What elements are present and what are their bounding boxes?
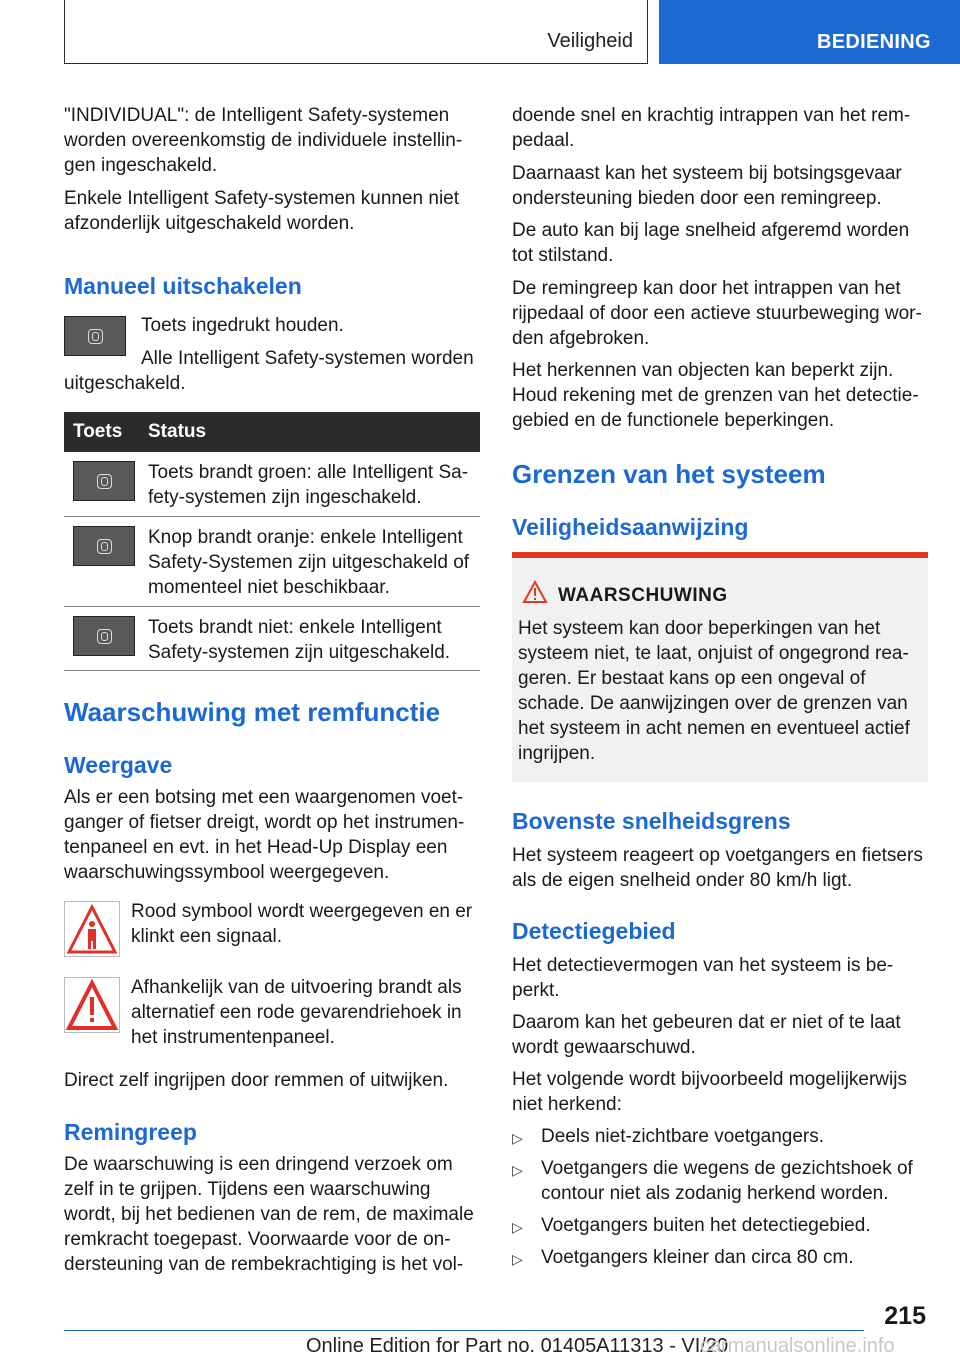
- paragraph: Het systeem reageert op voetgangers en fietsers als de eigen snelheid onder 80 km/h ligt.: [512, 845, 923, 891]
- paragraph: Daarom kan het gebeuren dat er niet of te laat wordt gewaarschuwd.: [512, 1012, 901, 1058]
- heading-bovenste: Bovenste snelheidsgrens: [512, 808, 791, 834]
- safety-button-icon: [73, 461, 135, 501]
- header-frame: [64, 0, 648, 64]
- footer-rule: [64, 1330, 864, 1331]
- paragraph: De waarschuwing is een dringend verzoek om zelf in te grijpen. Tijdens een waarschuwing wordt, bij het bedienen van de rem, de maximale remkracht toegepast. Voorwaarde voor de on-dersteuning van de rembekrachtiging is het vol-: [64, 1154, 474, 1275]
- paragraph: doende snel en krachtig intrappen van het rem-pedaal.: [512, 105, 911, 151]
- paragraph: Alle Intelligent Safety-systemen worden: [141, 348, 474, 369]
- edition-text: Online Edition for Part no. 01405A11313 - VI/20: [306, 1335, 729, 1357]
- paragraph: Enkele Intelligent Safety-systemen kunnen niet afzonderlijk uitgeschakeld worden.: [64, 188, 460, 234]
- safety-button-icon: [64, 316, 126, 356]
- paragraph: "INDIVIDUAL": de Intelligent Safety-systemen worden overeenkomstig de individuele instellin-gen ingeschakeld.: [64, 105, 463, 176]
- paragraph: Het detectievermogen van het systeem is be-perkt.: [512, 955, 894, 1001]
- row-divider: [64, 670, 480, 671]
- warning-title: WAARSCHUWING: [558, 585, 728, 606]
- paragraph: Daarnaast kan het systeem bij botsingsgevaar ondersteuning bieden door een remingreep.: [512, 163, 902, 209]
- warning-text: Het systeem kan door beperkingen van het systeem niet, te laat, onjuist of ongegrond rea-geren. Er bestaat kans op een ongeval of schade. De aanwijzingen over de grenzen van het systeem in acht nemen en eventueel actief ingrijpen.: [518, 618, 910, 764]
- paragraph: Direct zelf ingrijpen door remmen of uitwijken.: [64, 1070, 449, 1091]
- table-cell: Knop brandt oranje: enkele Intelligent Safety-Systemen zijn uitgeschakeld of momenteel niet beschikbaar.: [148, 527, 470, 598]
- watermark: carmanualsonline.info: [700, 1335, 895, 1357]
- paragraph: Afhankelijk van de uitvoering brandt als alternatief een rode gevarendriehoek in het instrumentenpaneel.: [131, 977, 462, 1048]
- paragraph: Het herkennen van objecten kan beperkt zijn. Houd rekening met de grenzen van het detectie-gebied en de functionele beperkingen.: [512, 360, 919, 431]
- bullet-triangle-icon: ▷: [512, 1251, 523, 1267]
- table-cell: Toets brandt niet: enkele Intelligent Safety-systemen zijn uitgeschakeld.: [148, 617, 451, 663]
- table-cell: Toets brandt groen: alle Intelligent Sa-fety-systemen zijn ingeschakeld.: [148, 462, 469, 508]
- paragraph: Als er een botsing met een waargenomen voet-ganger of fietser dreigt, wordt op het instrumen-tenpaneel en evt. in het Head-Up Display een waarschuwingssymbool weergegeven.: [64, 787, 465, 883]
- paragraph: uitgeschakeld.: [64, 373, 186, 394]
- bullet-triangle-icon: ▷: [512, 1219, 523, 1235]
- col-status: Status: [148, 421, 207, 442]
- heading-waarschuwing: Waarschuwing met remfunctie: [64, 697, 441, 727]
- col-toets: Toets: [73, 421, 123, 442]
- chapter-tab: BEDIENING: [659, 0, 960, 64]
- warning-box: [512, 552, 928, 782]
- hazard-triangle-icon: [64, 977, 120, 1033]
- heading-weergave: Weergave: [64, 752, 173, 778]
- safety-button-icon: [73, 616, 135, 656]
- table-header: [64, 412, 480, 452]
- paragraph: De remingreep kan door het intrappen van het rijpedaal of door een actieve stuurbeweging wor-den afgebroken.: [512, 278, 922, 349]
- page-number: 215: [884, 1302, 926, 1330]
- heading-detectie: Detectiegebied: [512, 918, 676, 944]
- paragraph: Het volgende wordt bijvoorbeeld mogelijkerwijs niet herkend:: [512, 1069, 907, 1115]
- row-divider: [64, 516, 480, 517]
- pedestrian-warning-icon: [64, 901, 120, 957]
- bullet-triangle-icon: ▷: [512, 1162, 523, 1178]
- bullet-triangle-icon: ▷: [512, 1130, 523, 1146]
- section-title: Veiligheid: [547, 30, 633, 52]
- safety-button-icon: [73, 526, 135, 566]
- row-divider: [64, 606, 480, 607]
- heading-grenzen: Grenzen van het systeem: [512, 459, 826, 489]
- paragraph: De auto kan bij lage snelheid afgeremd worden tot stilstand.: [512, 220, 910, 266]
- paragraph: Toets ingedrukt houden.: [141, 315, 344, 336]
- heading-manueel: Manueel uitschakelen: [64, 273, 302, 299]
- warning-triangle-icon: [522, 580, 548, 604]
- heading-remingreep: Remingreep: [64, 1119, 197, 1145]
- paragraph: Rood symbool wordt weergegeven en er klinkt een signaal.: [131, 901, 473, 947]
- heading-veiligheid: Veiligheidsaanwijzing: [512, 514, 749, 540]
